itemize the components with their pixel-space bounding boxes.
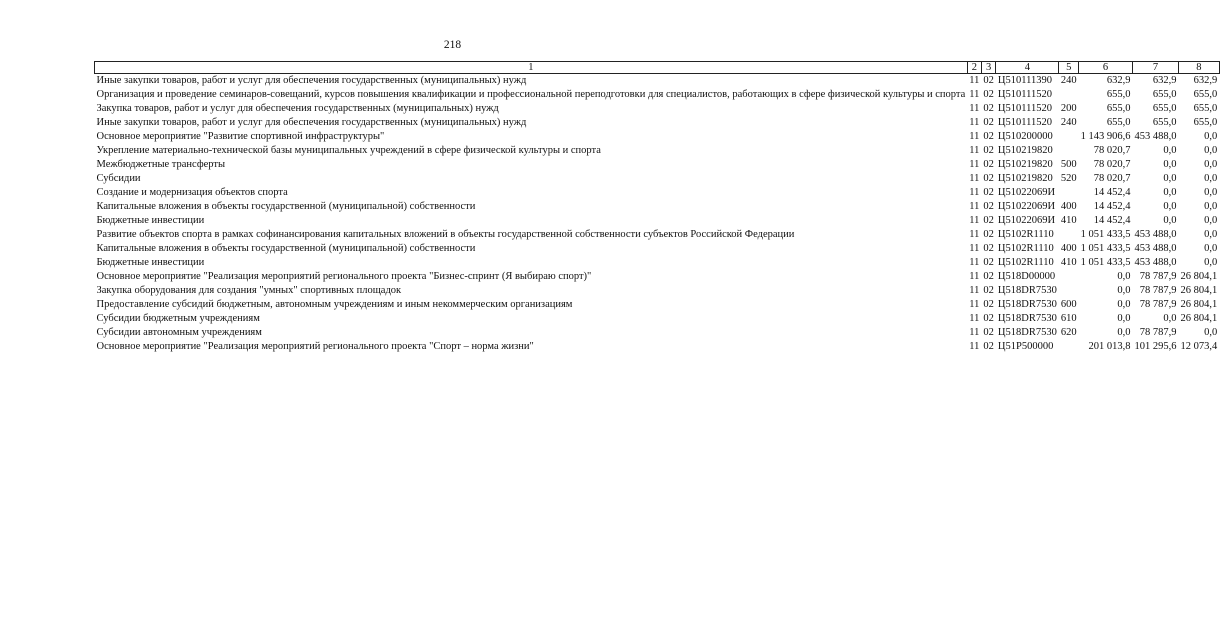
table-row [95, 172, 1220, 186]
row-name: Межбюджетные трансферты [96, 159, 226, 170]
table-row [95, 116, 1220, 130]
header-col-4: 4 [996, 62, 1059, 74]
row-name: Иные закупки товаров, работ и услуг для обеспечения государственных (муниципальных) нужд [96, 117, 527, 128]
header-col-2: 2 [967, 62, 981, 74]
section-code: 11 [969, 103, 980, 114]
target-code: Ц510111390 [997, 75, 1052, 86]
row-name: Основное мероприятие "Развитие спортивной инфраструктуры" [96, 131, 385, 142]
amount-col-6: 0,0 [1117, 313, 1131, 324]
amount-col-8: 655,0 [1193, 117, 1218, 128]
page-number: 218 [443, 39, 462, 51]
amount-col-6: 78 020,7 [1093, 145, 1131, 156]
amount-col-6: 655,0 [1106, 103, 1131, 114]
amount-col-6: 0,0 [1117, 299, 1131, 310]
amount-col-6: 14 452,4 [1093, 201, 1131, 212]
row-name: Предоставление субсидий бюджетным, автономным учреждениям и иным некоммерческим организациям [96, 299, 573, 310]
subsection-code: 02 [983, 103, 994, 114]
subsection-code: 02 [983, 187, 994, 198]
amount-col-7: 0,0 [1163, 145, 1177, 156]
target-code: Ц510219820 [997, 159, 1053, 170]
amount-col-7: 632,9 [1152, 75, 1177, 86]
amount-col-7: 453 488,0 [1134, 131, 1177, 142]
header-col-7: 7 [1132, 62, 1178, 74]
table-row [95, 158, 1220, 172]
subsection-code: 02 [983, 285, 994, 296]
section-code: 11 [969, 131, 980, 142]
amount-col-8: 0,0 [1204, 131, 1218, 142]
amount-col-8: 0,0 [1204, 173, 1218, 184]
target-code: Ц510200000 [997, 131, 1053, 142]
table-row [95, 284, 1220, 298]
expense-type-code: 600 [1060, 299, 1077, 310]
table-body [95, 74, 1220, 355]
amount-col-6: 0,0 [1117, 327, 1131, 338]
subsection-code: 02 [983, 313, 994, 324]
subsection-code: 02 [983, 145, 994, 156]
subsection-code: 02 [983, 131, 994, 142]
amount-col-6: 1 051 433,5 [1080, 229, 1131, 240]
section-code: 11 [969, 215, 980, 226]
target-code: Ц518DR7530 [997, 299, 1057, 310]
amount-col-8: 0,0 [1204, 257, 1218, 268]
amount-col-8: 655,0 [1193, 103, 1218, 114]
subsection-code: 02 [983, 215, 994, 226]
table-row [95, 312, 1220, 326]
header-col-1: 1 [95, 62, 968, 74]
amount-col-8: 0,0 [1204, 201, 1218, 212]
amount-col-7: 0,0 [1163, 201, 1177, 212]
amount-col-6: 14 452,4 [1093, 187, 1131, 198]
expense-type-code [1059, 228, 1079, 242]
target-code: Ц518D00000 [997, 271, 1056, 282]
amount-col-6: 1 051 433,5 [1080, 257, 1131, 268]
row-name: Основное мероприятие "Реализация мероприятий регионального проекта "Спорт – норма жизни" [96, 341, 534, 352]
amount-col-6: 0,0 [1117, 285, 1131, 296]
row-name: Бюджетные инвестиции [96, 215, 205, 226]
amount-col-7: 0,0 [1163, 173, 1177, 184]
expense-type-code: 200 [1060, 103, 1077, 114]
amount-col-7: 453 488,0 [1134, 243, 1177, 254]
table-row [95, 102, 1220, 116]
section-code: 11 [969, 327, 980, 338]
amount-col-8: 0,0 [1204, 327, 1218, 338]
row-name: Субсидии бюджетным учреждениям [96, 313, 260, 324]
amount-col-8: 632,9 [1193, 75, 1218, 86]
section-code: 11 [969, 187, 980, 198]
row-name: Капитальные вложения в объекты государственной (муниципальной) собственности [96, 201, 476, 212]
table-row [95, 256, 1220, 270]
table-row [95, 340, 1220, 354]
expense-type-code: 240 [1060, 75, 1077, 86]
expense-type-code: 410 [1060, 257, 1077, 268]
target-code: Ц5102R1110 [997, 229, 1054, 240]
subsection-code: 02 [983, 159, 994, 170]
section-code: 11 [969, 299, 980, 310]
amount-col-6: 1 051 433,5 [1080, 243, 1131, 254]
subsection-code: 02 [983, 201, 994, 212]
row-name: Основное мероприятие "Реализация мероприятий регионального проекта "Бизнес-спринт (Я выбираю спорт)" [96, 271, 592, 282]
expense-type-code: 410 [1060, 215, 1077, 226]
row-name: Капитальные вложения в объекты государственной (муниципальной) собственности [96, 243, 476, 254]
section-code: 11 [969, 341, 980, 352]
amount-col-6: 632,9 [1106, 75, 1131, 86]
target-code: Ц518DR7530 [997, 327, 1057, 338]
amount-col-7: 655,0 [1152, 117, 1177, 128]
amount-col-8: 0,0 [1204, 159, 1218, 170]
amount-col-8: 655,0 [1193, 89, 1218, 100]
amount-col-7: 0,0 [1163, 187, 1177, 198]
expense-type-code: 240 [1060, 117, 1077, 128]
table-row [95, 88, 1220, 102]
expense-type-code: 500 [1060, 159, 1077, 170]
table-row [95, 74, 1220, 89]
subsection-code: 02 [983, 75, 994, 86]
amount-col-7: 453 488,0 [1134, 257, 1177, 268]
target-code: Ц518DR7530 [997, 285, 1057, 296]
amount-col-7: 655,0 [1152, 89, 1177, 100]
expense-type-code: 400 [1060, 201, 1077, 212]
table-row [95, 144, 1220, 158]
section-code: 11 [969, 159, 980, 170]
expense-type-code [1059, 340, 1079, 354]
header-col-6: 6 [1079, 62, 1133, 74]
table-row [95, 200, 1220, 214]
table-row [95, 186, 1220, 200]
table-row [95, 242, 1220, 256]
expense-type-code [1059, 130, 1079, 144]
section-code: 11 [969, 313, 980, 324]
amount-col-7: 101 295,6 [1134, 341, 1177, 352]
subsection-code: 02 [983, 327, 994, 338]
row-name: Субсидии [96, 173, 141, 184]
amount-col-8: 0,0 [1204, 229, 1218, 240]
amount-col-7: 78 787,9 [1139, 285, 1177, 296]
expense-type-code: 400 [1060, 243, 1077, 254]
section-code: 11 [969, 145, 980, 156]
section-code: 11 [969, 285, 980, 296]
table-row [95, 326, 1220, 340]
target-code: Ц518DR7530 [997, 313, 1057, 324]
target-code: Ц51022069И [997, 201, 1056, 212]
row-name: Иные закупки товаров, работ и услуг для обеспечения государственных (муниципальных) нужд [96, 75, 527, 86]
section-code: 11 [969, 201, 980, 212]
target-code: Ц510111520 [997, 103, 1052, 114]
subsection-code: 02 [983, 299, 994, 310]
subsection-code: 02 [983, 173, 994, 184]
row-name: Закупка оборудования для создания "умных" спортивных площадок [96, 285, 402, 296]
expense-type-code [1059, 88, 1079, 102]
row-name: Бюджетные инвестиции [96, 257, 205, 268]
section-code: 11 [969, 257, 980, 268]
target-code: Ц510219820 [997, 145, 1053, 156]
amount-col-8: 26 804,1 [1180, 285, 1218, 296]
amount-col-8: 0,0 [1204, 187, 1218, 198]
header-col-8: 8 [1178, 62, 1219, 74]
target-code: Ц51022069И [997, 215, 1056, 226]
header-col-5: 5 [1059, 62, 1079, 74]
row-name: Развитие объектов спорта в рамках софинансирования капитальных вложений в объекты государственной собственности субъектов Российской Федерации [96, 229, 795, 240]
expense-type-code [1059, 284, 1079, 298]
budget-table [94, 61, 1220, 354]
table-row [95, 270, 1220, 284]
section-code: 11 [969, 271, 980, 282]
section-code: 11 [969, 243, 980, 254]
section-code: 11 [969, 89, 980, 100]
amount-col-8: 26 804,1 [1180, 299, 1218, 310]
amount-col-8: 26 804,1 [1180, 313, 1218, 324]
table-row [95, 298, 1220, 312]
expense-type-code: 620 [1060, 327, 1077, 338]
table-row [95, 130, 1220, 144]
amount-col-6: 201 013,8 [1088, 341, 1131, 352]
row-name: Закупка товаров, работ и услуг для обеспечения государственных (муниципальных) нужд [96, 103, 499, 114]
section-code: 11 [969, 75, 980, 86]
table-row [95, 228, 1220, 242]
subsection-code: 02 [983, 89, 994, 100]
subsection-code: 02 [983, 229, 994, 240]
expense-type-code: 520 [1060, 173, 1077, 184]
table-row [95, 214, 1220, 228]
expense-type-code [1059, 144, 1079, 158]
table-header [95, 62, 1220, 74]
target-code: Ц510111520 [997, 117, 1052, 128]
amount-col-6: 1 143 906,6 [1080, 131, 1131, 142]
target-code: Ц5102R1110 [997, 243, 1054, 254]
amount-col-8: 26 804,1 [1180, 271, 1218, 282]
amount-col-8: 12 073,4 [1180, 341, 1218, 352]
row-name: Создание и модернизация объектов спорта [96, 187, 288, 198]
row-name: Организация и проведение семинаров-совещаний, курсов повышения квалификации и профессиональной переподготовки для специалистов, работающих в сфере физической культуры и спорта [96, 89, 966, 100]
row-name: Субсидии автономным учреждениям [96, 327, 262, 338]
amount-col-6: 655,0 [1106, 89, 1131, 100]
subsection-code: 02 [983, 341, 994, 352]
header-col-3: 3 [981, 62, 996, 74]
amount-col-7: 78 787,9 [1139, 327, 1177, 338]
amount-col-8: 0,0 [1204, 145, 1218, 156]
row-name: Укрепление материально-технической базы муниципальных учреждений в сфере физической культуры и спорта [96, 145, 601, 156]
subsection-code: 02 [983, 243, 994, 254]
expense-type-code: 610 [1060, 313, 1077, 324]
subsection-code: 02 [983, 257, 994, 268]
target-code: Ц510219820 [997, 173, 1053, 184]
amount-col-7: 0,0 [1163, 159, 1177, 170]
amount-col-6: 655,0 [1106, 117, 1131, 128]
amount-col-8: 0,0 [1204, 215, 1218, 226]
subsection-code: 02 [983, 271, 994, 282]
amount-col-8: 0,0 [1204, 243, 1218, 254]
section-code: 11 [969, 173, 980, 184]
subsection-code: 02 [983, 117, 994, 128]
target-code: Ц51022069И [997, 187, 1056, 198]
amount-col-7: 655,0 [1152, 103, 1177, 114]
amount-col-7: 78 787,9 [1139, 271, 1177, 282]
header-row [95, 62, 1220, 74]
amount-col-6: 78 020,7 [1093, 173, 1131, 184]
amount-col-6: 78 020,7 [1093, 159, 1131, 170]
amount-col-6: 14 452,4 [1093, 215, 1131, 226]
expense-type-code [1059, 186, 1079, 200]
target-code: Ц5102R1110 [997, 257, 1054, 268]
amount-col-7: 78 787,9 [1139, 299, 1177, 310]
amount-col-7: 0,0 [1163, 313, 1177, 324]
amount-col-7: 0,0 [1163, 215, 1177, 226]
amount-col-7: 453 488,0 [1134, 229, 1177, 240]
section-code: 11 [969, 229, 980, 240]
expense-type-code [1059, 270, 1079, 284]
target-code: Ц510111520 [997, 89, 1052, 100]
section-code: 11 [969, 117, 980, 128]
target-code: Ц51P500000 [997, 341, 1054, 352]
amount-col-6: 0,0 [1117, 271, 1131, 282]
